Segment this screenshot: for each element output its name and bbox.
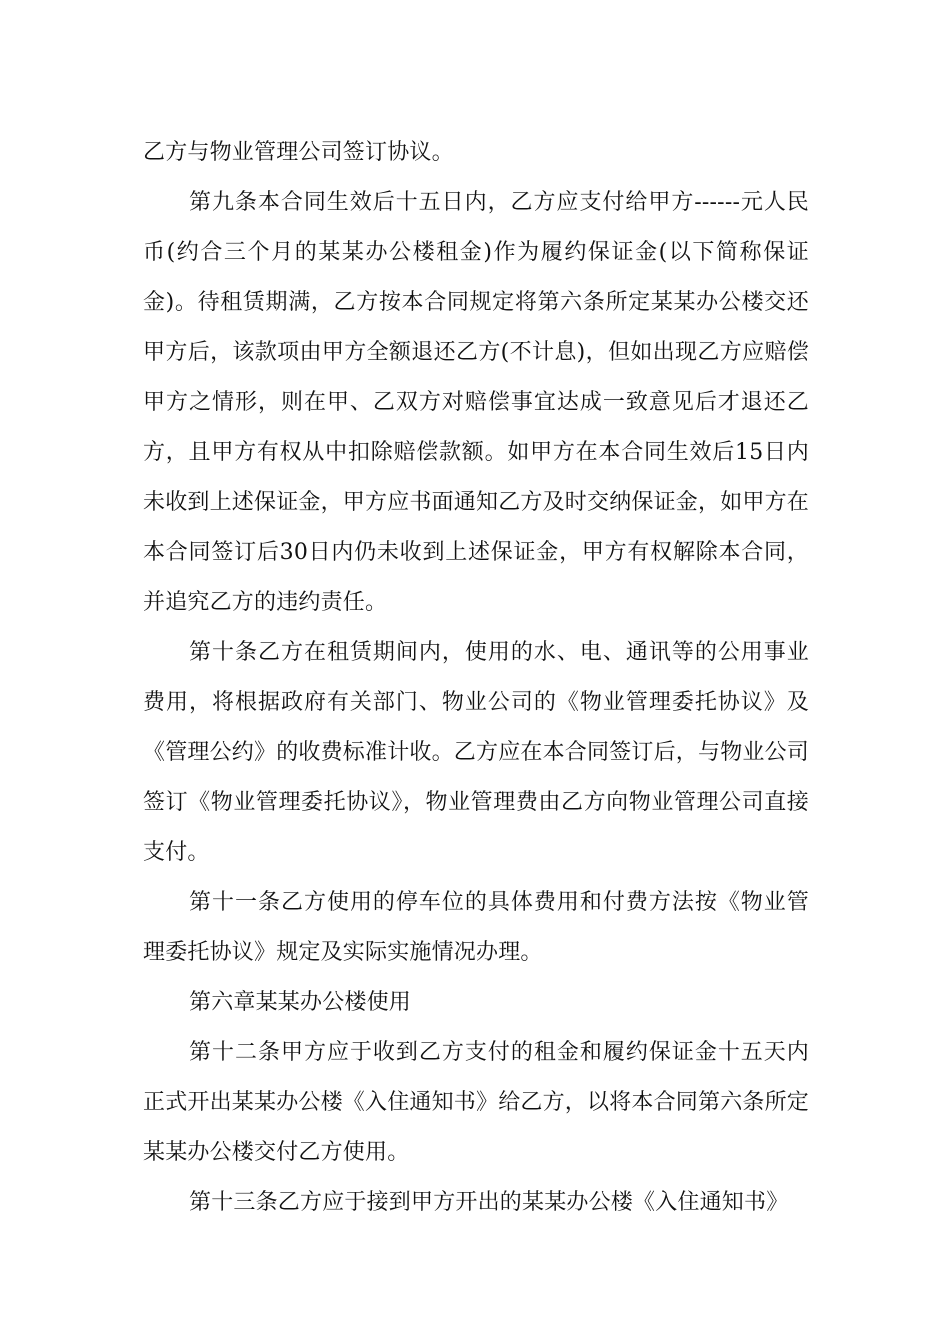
document-body — [143, 128, 809, 1228]
paragraph-article-12: 第十二条甲方应于收到乙方支付的租金和履约保证金十五天内正式开出某某办公楼《入住通知书》给乙方，以将本合同第六条所定某某办公楼交付乙方使用。 — [143, 1040, 810, 1165]
paragraph-article-9: 第九条本合同生效后十五日内，乙方应支付给甲方------元人民币(约合三个月的某某办公楼租金)作为履约保证金(以下简称保证金)。待租赁期满，乙方按本合同规定将第六条所定某某办公楼交还甲方后，该款项由甲方全额退还乙方(不计息)，但如出现乙方应赔偿甲方之情形，则在甲、乙双方对赔偿事宜达成一致意见后才退还乙方，且甲方有权从中扣除赔偿款额。如甲方在本合同生效后15日内未收到上述保证金，甲方应书面通知乙方及时交纳保证金，如甲方在本合同签订后30日内仍未收到上述保证金，甲方有权解除本合同，并追究乙方的违约责任。 — [143, 190, 810, 615]
paragraph-continuation: 乙方与物业管理公司签订协议。 — [143, 140, 454, 165]
chapter-heading: 第六章某某办公楼使用 — [189, 990, 412, 1015]
paragraph-article-10: 第十条乙方在租赁期间内，使用的水、电、通讯等的公用事业费用，将根据政府有关部门、物业公司的《物业管理委托协议》及《管理公约》的收费标准计收。乙方应在本合同签订后，与物业公司签订《物业管理委托协议》，物业管理费由乙方向物业管理公司直接支付。 — [143, 640, 810, 865]
paragraph-article-11: 第十一条乙方使用的停车位的具体费用和付费方法按《物业管理委托协议》规定及实际实施情况办理。 — [143, 890, 809, 965]
paragraph-article-13: 第十三条乙方应于接到甲方开出的某某办公楼《入住通知书》 — [189, 1190, 789, 1215]
